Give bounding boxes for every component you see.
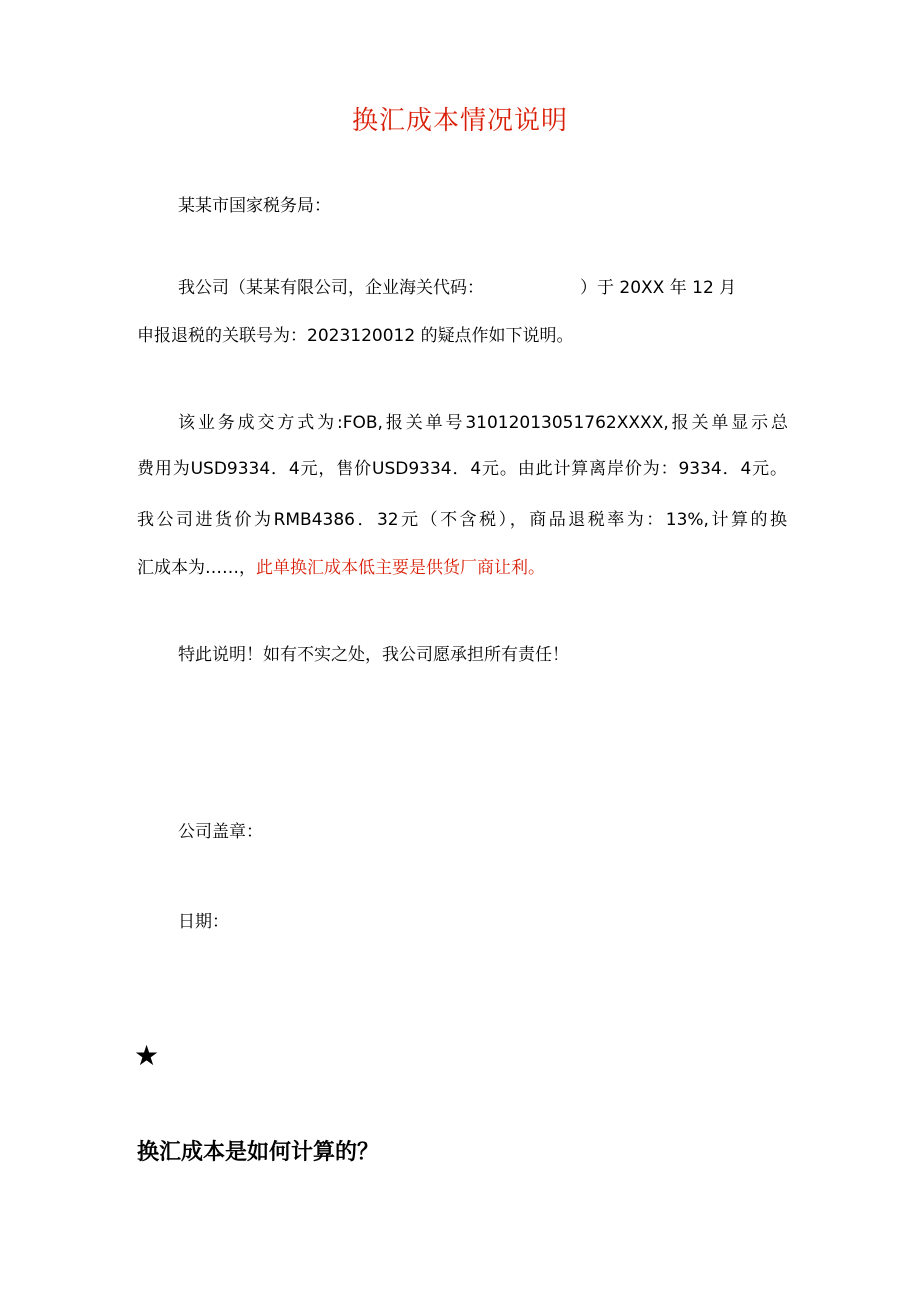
para2-line3: 我公司进货价为RMB4386．32元（不含税），商品退税率为：13%,计算的换 bbox=[137, 510, 787, 530]
star-icon: ★ bbox=[134, 1039, 160, 1072]
para1-line2: 申报退税的关联号为：2023120012 的疑点作如下说明。 bbox=[137, 326, 574, 346]
para2-line4-a: 汇成本为……， bbox=[137, 558, 256, 578]
document-title: 换汇成本情况说明 bbox=[351, 106, 568, 136]
para1-line1 bbox=[178, 276, 788, 300]
seal-label: 公司盖章： bbox=[178, 822, 263, 842]
date-label: 日期： bbox=[178, 912, 229, 932]
para2-line1: 该业务成交方式为:FOB,报关单号31012013051762XXXX,报关单显示总 bbox=[178, 413, 788, 433]
salutation: 某某市国家税务局： bbox=[178, 196, 331, 216]
para2-line2: 费用为USD9334．4元，售价USD9334．4元。由此计算离岸价为：9334．4元。 bbox=[137, 459, 787, 479]
para1-line1-a: 我公司（某某有限公司，企业海关代码： bbox=[178, 278, 484, 298]
closing-statement: 特此说明！如有不实之处，我公司愿承担所有责任！ bbox=[178, 645, 569, 665]
section-heading: 换汇成本是如何计算的？ bbox=[137, 1140, 380, 1165]
para1-line1-b: ）于 20XX 年 12 月 bbox=[580, 278, 737, 298]
highlighted-explanation: 此单换汇成本低主要是供货厂商让利。 bbox=[256, 558, 545, 578]
para2-line4 bbox=[137, 556, 787, 580]
